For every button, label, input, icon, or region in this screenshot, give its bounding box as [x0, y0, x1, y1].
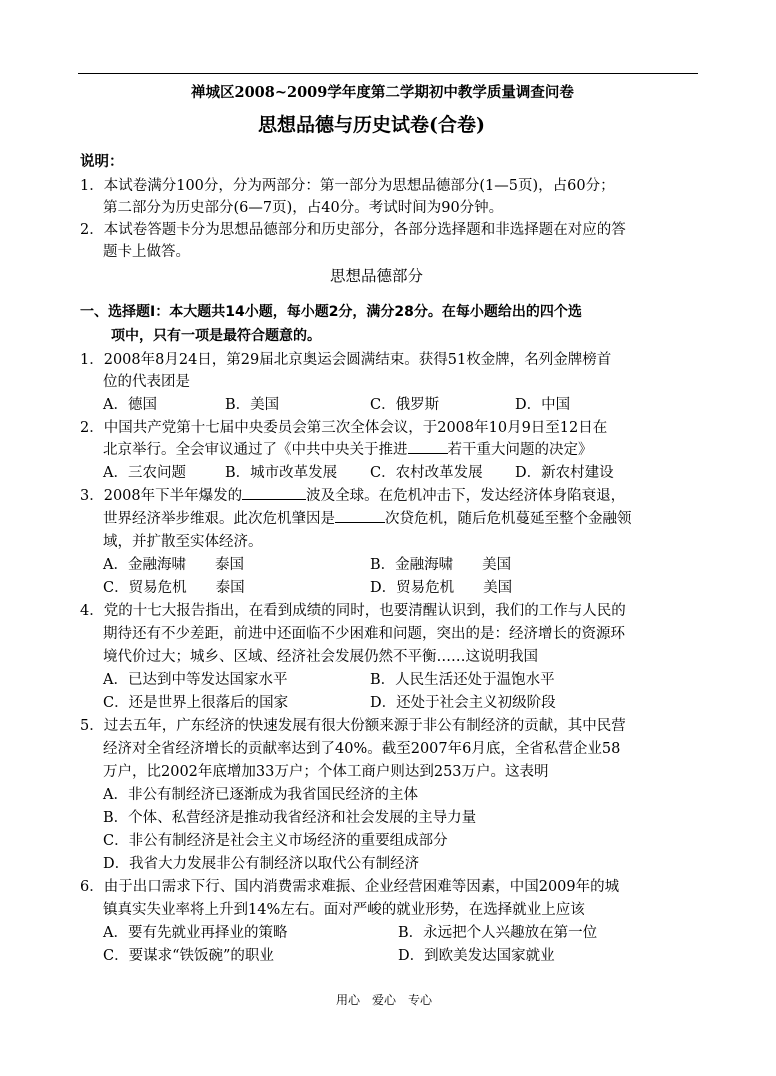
notes-heading: 说明：	[80, 153, 124, 170]
q3-option-a: A．金融海啸 泰国	[103, 557, 244, 573]
note-1-line-2: 第二部分为历史部分(6—7页)，占40分。考试时间为90分钟。	[103, 200, 504, 216]
q6-option-b: B．永远把个人兴趣放在第一位	[398, 925, 598, 941]
q2-line-1: 2．中国共产党第十七届中央委员会第三次全体会议，于2008年10月9日至12日在	[80, 420, 608, 436]
q1-option-c: C．俄罗斯	[370, 397, 440, 413]
q3-line-2	[103, 509, 632, 529]
note-2-line-2: 题卡上做答。	[103, 244, 190, 260]
exam-title: 思想品德与历史试卷(合卷)	[258, 114, 485, 136]
page-footer: 用心 爱心 专心	[336, 993, 433, 1007]
q4-line-1: 4．党的十七大报告指出，在看到成绩的同时，也要清醒认识到，我们的工作与人民的	[80, 603, 626, 619]
q3-line-1	[80, 486, 625, 506]
q5-line-1: 5．过去五年，广东经济的快速发展有很大份额来源于非公有制经济的贡献，其中民营	[80, 718, 626, 734]
q2-option-d: D．新农村建设	[515, 465, 614, 481]
section-title: 思想品德部分	[330, 267, 424, 285]
q3-option-b: B．金融海啸 美国	[370, 557, 512, 573]
q5-line-3: 万户，比2002年底增加33万户；个体工商户则达到253万户。这表明	[103, 764, 549, 780]
q5-option-c: C．非公有制经济是社会主义市场经济的重要组成部分	[103, 833, 448, 849]
q5-option-a: A．非公有制经济已逐渐成为我省国民经济的主体	[103, 787, 418, 803]
q4-option-c: C．还是世界上很落后的国家	[103, 695, 289, 711]
part1-line-2: 项中，只有一项是最符合题意的。	[111, 328, 321, 344]
q1-line-1: 1．2008年8月24日，第29届北京奥运会圆满结束。获得51枚金牌，名列金牌榜首	[80, 352, 612, 368]
q2-line-2-end: 若干重大问题的决定》	[447, 442, 593, 458]
header-rule	[78, 73, 698, 74]
q3-line-2-end: 次贷危机，随后危机蔓延至整个金融领	[385, 511, 632, 527]
answer-blank	[408, 440, 448, 454]
answer-blank	[242, 486, 306, 500]
q3-line-1-start: 3．2008年下半年爆发的	[80, 488, 243, 504]
q5-line-2: 经济对全省经济增长的贡献率达到了40%。截至2007年6月底，全省私营企业58	[103, 741, 621, 757]
note-2-line-1: 2．本试卷答题卡分为思想品德部分和历史部分，各部分选择题和非选择题在对应的答	[80, 222, 626, 238]
q6-option-d: D．到欧美发达国家就业	[398, 948, 555, 964]
q3-line-2-start: 世界经济举步维艰。此次危机肇因是	[103, 511, 335, 527]
q3-option-c: C．贸易危机 泰国	[103, 580, 245, 596]
q2-line-2	[103, 440, 593, 460]
q4-line-2: 期待还有不少差距，前进中还面临不少困难和问题，突出的是：经济增长的资源环	[103, 626, 625, 642]
q1-line-2: 位的代表团是	[103, 374, 190, 390]
q6-option-c: C．要谋求“铁饭碗”的职业	[103, 948, 274, 964]
q4-option-b: B．人民生活还处于温饱水平	[370, 672, 555, 688]
q3-line-1-end: 波及全球。在危机冲击下，发达经济体身陷衰退，	[306, 488, 626, 504]
q4-option-d: D．还处于社会主义初级阶段	[370, 695, 556, 711]
q3-line-3: 域，并扩散至实体经济。	[103, 534, 263, 550]
q6-line-1: 6．由于出口需求下行、国内消费需求难振、企业经营困难等因素，中国2009年的城	[80, 879, 620, 895]
q1-option-d: D．中国	[515, 397, 571, 413]
answer-blank	[335, 509, 385, 523]
school-title: 禅城区2008~2009学年度第二学期初中教学质量调查问卷	[191, 84, 574, 101]
q6-line-2: 镇真实失业率将上升到14%左右。面对严峻的就业形势，在选择就业上应该	[103, 902, 585, 918]
q2-option-c: C．农村改革发展	[370, 465, 483, 481]
q4-option-a: A．已达到中等发达国家水平	[103, 672, 288, 688]
q2-option-a: A．三农问题	[103, 465, 186, 481]
note-1-line-1: 1．本试卷满分100分，分为两部分：第一部分为思想品德部分(1—5页)，占60分；	[80, 178, 615, 194]
q4-line-3: 境代价过大；城乡、区域、经济社会发展仍然不平衡……这说明我国	[103, 649, 538, 665]
q2-line-2-start: 北京举行。全会审议通过了《中共中央关于推进	[103, 442, 408, 458]
q2-option-b: B．城市改革发展	[225, 465, 338, 481]
part1-line-1: 一、选择题Ⅰ：本大题共14小题，每小题2分，满分28分。在每小题给出的四个选	[80, 304, 582, 320]
q3-option-d: D．贸易危机 美国	[370, 580, 513, 596]
q6-option-a: A．要有先就业再择业的策略	[103, 925, 288, 941]
q5-option-d: D．我省大力发展非公有制经济以取代公有制经济	[103, 856, 420, 872]
q1-option-b: B．美国	[225, 397, 280, 413]
q1-option-a: A．德国	[103, 397, 157, 413]
q5-option-b: B．个体、私营经济是推动我省经济和社会发展的主导力量	[103, 810, 477, 826]
